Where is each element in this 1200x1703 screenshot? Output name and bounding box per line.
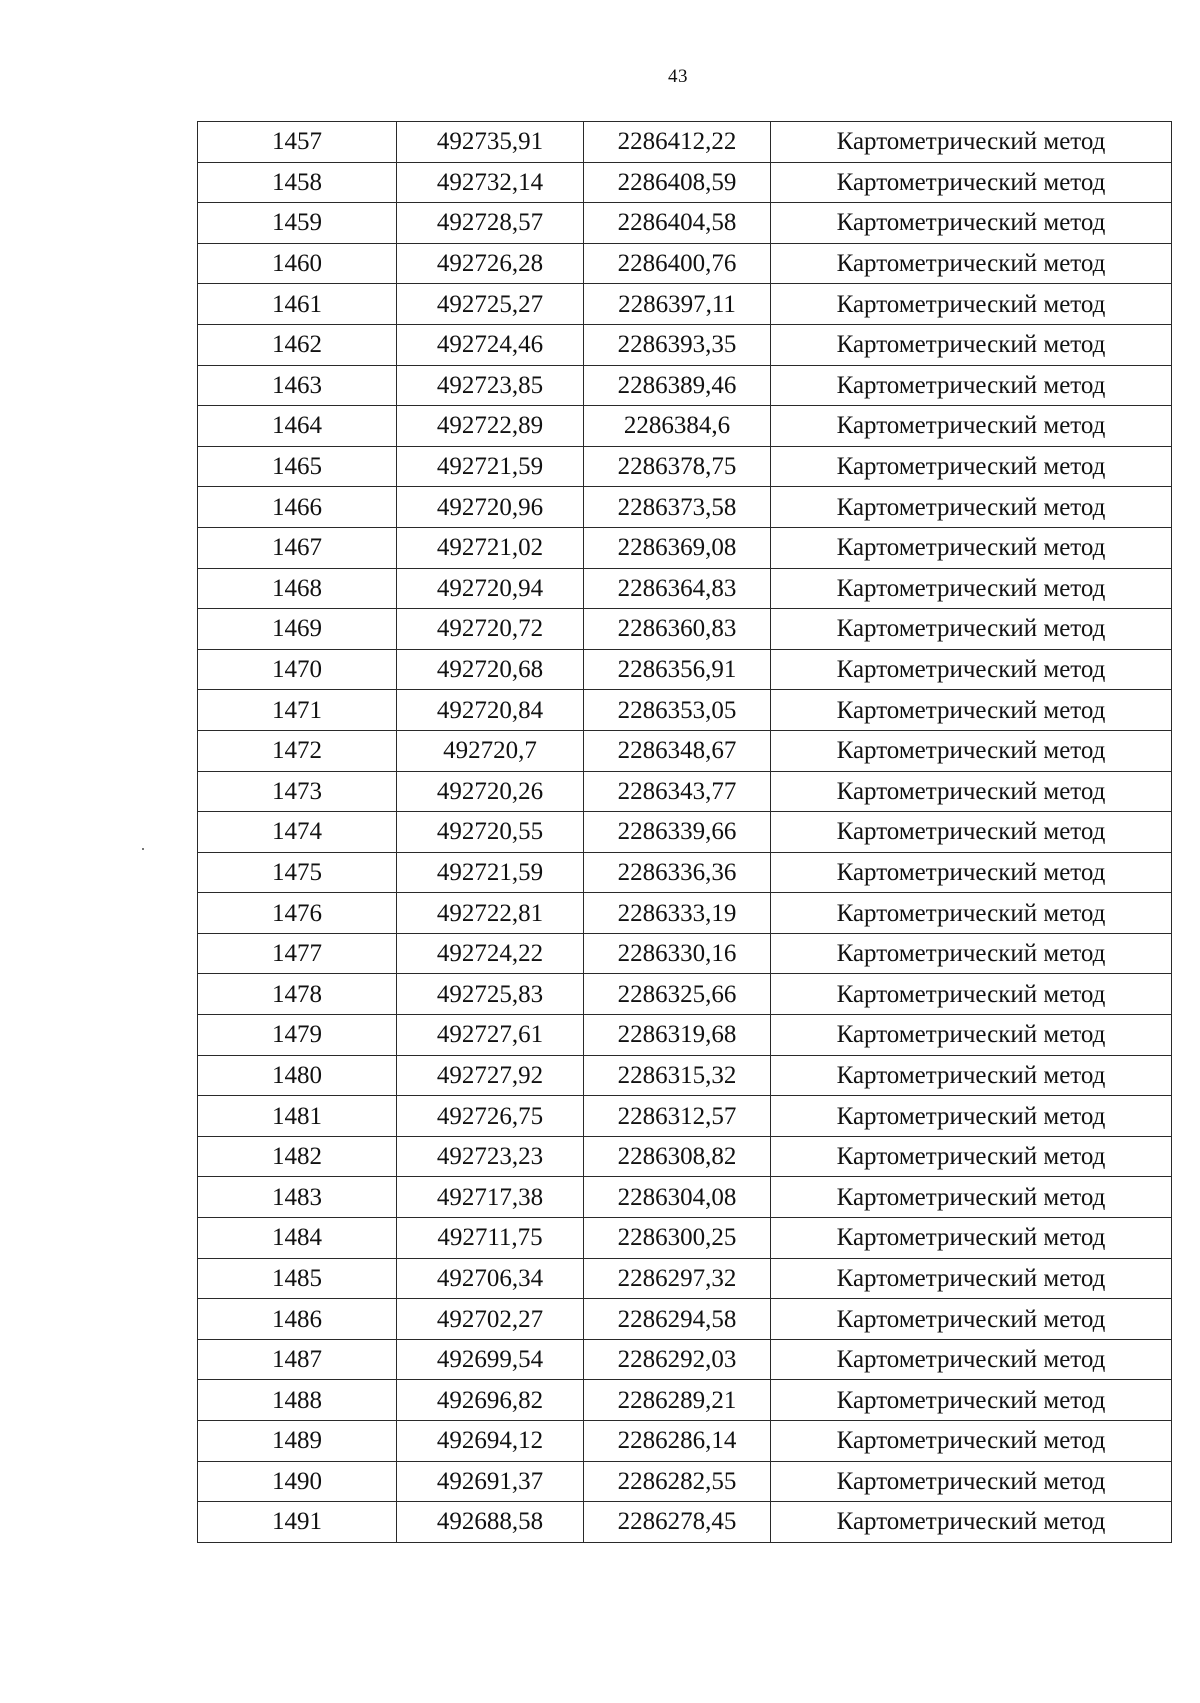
y-coordinate-cell: 2286339,66: [584, 812, 771, 853]
table-row: [198, 1177, 1172, 1218]
method-cell: Картометрический метод: [771, 487, 1172, 528]
method-cell: Картометрический метод: [771, 1502, 1172, 1543]
x-coordinate-cell: 492724,22: [397, 933, 584, 974]
x-coordinate-cell: 492720,72: [397, 609, 584, 650]
y-coordinate-cell: 2286286,14: [584, 1421, 771, 1462]
table-row: [198, 1421, 1172, 1462]
method-cell: Картометрический метод: [771, 1177, 1172, 1218]
x-coordinate-cell: 492726,75: [397, 1096, 584, 1137]
y-coordinate-cell: 2286364,83: [584, 568, 771, 609]
x-coordinate-cell: 492721,59: [397, 446, 584, 487]
method-cell: Картометрический метод: [771, 527, 1172, 568]
point-number-cell: 1477: [198, 933, 397, 974]
table-row: [198, 284, 1172, 325]
y-coordinate-cell: 2286336,36: [584, 852, 771, 893]
method-cell: Картометрический метод: [771, 1055, 1172, 1096]
x-coordinate-cell: 492735,91: [397, 122, 584, 163]
x-coordinate-cell: 492723,85: [397, 365, 584, 406]
method-cell: Картометрический метод: [771, 690, 1172, 731]
point-number-cell: 1460: [198, 243, 397, 284]
point-number-cell: 1469: [198, 609, 397, 650]
table-row: [198, 1015, 1172, 1056]
x-coordinate-cell: 492720,68: [397, 649, 584, 690]
y-coordinate-cell: 2286325,66: [584, 974, 771, 1015]
y-coordinate-cell: 2286412,22: [584, 122, 771, 163]
table-row: [198, 730, 1172, 771]
x-coordinate-cell: 492727,92: [397, 1055, 584, 1096]
x-coordinate-cell: 492727,61: [397, 1015, 584, 1056]
point-number-cell: 1490: [198, 1461, 397, 1502]
table-row: [198, 162, 1172, 203]
x-coordinate-cell: 492720,55: [397, 812, 584, 853]
y-coordinate-cell: 2286297,32: [584, 1258, 771, 1299]
y-coordinate-cell: 2286408,59: [584, 162, 771, 203]
point-number-cell: 1491: [198, 1502, 397, 1543]
x-coordinate-cell: 492732,14: [397, 162, 584, 203]
table-row: [198, 649, 1172, 690]
y-coordinate-cell: 2286278,45: [584, 1502, 771, 1543]
x-coordinate-cell: 492711,75: [397, 1218, 584, 1259]
y-coordinate-cell: 2286393,35: [584, 324, 771, 365]
point-number-cell: 1458: [198, 162, 397, 203]
x-coordinate-cell: 492702,27: [397, 1299, 584, 1340]
x-coordinate-cell: 492717,38: [397, 1177, 584, 1218]
x-coordinate-cell: 492706,34: [397, 1258, 584, 1299]
table-row: [198, 568, 1172, 609]
table-row: [198, 1218, 1172, 1259]
x-coordinate-cell: 492725,27: [397, 284, 584, 325]
point-number-cell: 1457: [198, 122, 397, 163]
table-row: [198, 1502, 1172, 1543]
point-number-cell: 1484: [198, 1218, 397, 1259]
method-cell: Картометрический метод: [771, 1461, 1172, 1502]
method-cell: Картометрический метод: [771, 1218, 1172, 1259]
scan-speck: [142, 848, 144, 850]
point-number-cell: 1473: [198, 771, 397, 812]
page-number: 43: [668, 66, 688, 87]
point-number-cell: 1461: [198, 284, 397, 325]
point-number-cell: 1488: [198, 1380, 397, 1421]
point-number-cell: 1470: [198, 649, 397, 690]
point-number-cell: 1479: [198, 1015, 397, 1056]
point-number-cell: 1472: [198, 730, 397, 771]
table-row: [198, 1096, 1172, 1137]
table-row: [198, 1136, 1172, 1177]
y-coordinate-cell: 2286400,76: [584, 243, 771, 284]
x-coordinate-cell: 492726,28: [397, 243, 584, 284]
table-row: [198, 1299, 1172, 1340]
x-coordinate-cell: 492720,26: [397, 771, 584, 812]
y-coordinate-cell: 2286315,32: [584, 1055, 771, 1096]
point-number-cell: 1465: [198, 446, 397, 487]
point-number-cell: 1464: [198, 406, 397, 447]
y-coordinate-cell: 2286397,11: [584, 284, 771, 325]
table-row: [198, 122, 1172, 163]
method-cell: Картометрический метод: [771, 122, 1172, 163]
y-coordinate-cell: 2286289,21: [584, 1380, 771, 1421]
y-coordinate-cell: 2286404,58: [584, 203, 771, 244]
table-row: [198, 609, 1172, 650]
table-row: [198, 243, 1172, 284]
method-cell: Картометрический метод: [771, 1258, 1172, 1299]
y-coordinate-cell: 2286330,16: [584, 933, 771, 974]
method-cell: Картометрический метод: [771, 568, 1172, 609]
method-cell: Картометрический метод: [771, 1015, 1172, 1056]
table-row: [198, 933, 1172, 974]
x-coordinate-cell: 492720,96: [397, 487, 584, 528]
point-number-cell: 1487: [198, 1339, 397, 1380]
point-number-cell: 1471: [198, 690, 397, 731]
x-coordinate-cell: 492723,23: [397, 1136, 584, 1177]
table-row: [198, 893, 1172, 934]
table-row: [198, 1380, 1172, 1421]
method-cell: Картометрический метод: [771, 771, 1172, 812]
method-cell: Картометрический метод: [771, 1380, 1172, 1421]
y-coordinate-cell: 2286292,03: [584, 1339, 771, 1380]
method-cell: Картометрический метод: [771, 324, 1172, 365]
method-cell: Картометрический метод: [771, 812, 1172, 853]
table-row: [198, 1258, 1172, 1299]
point-number-cell: 1486: [198, 1299, 397, 1340]
table-row: [198, 852, 1172, 893]
y-coordinate-cell: 2286300,25: [584, 1218, 771, 1259]
method-cell: Картометрический метод: [771, 609, 1172, 650]
method-cell: Картометрический метод: [771, 406, 1172, 447]
table-row: [198, 365, 1172, 406]
x-coordinate-cell: 492724,46: [397, 324, 584, 365]
table-row: [198, 1339, 1172, 1380]
point-number-cell: 1478: [198, 974, 397, 1015]
method-cell: Картометрический метод: [771, 730, 1172, 771]
point-number-cell: 1481: [198, 1096, 397, 1137]
table-row: [198, 446, 1172, 487]
point-number-cell: 1485: [198, 1258, 397, 1299]
x-coordinate-cell: 492722,81: [397, 893, 584, 934]
method-cell: Картометрический метод: [771, 1136, 1172, 1177]
table-row: [198, 812, 1172, 853]
x-coordinate-cell: 492696,82: [397, 1380, 584, 1421]
y-coordinate-cell: 2286304,08: [584, 1177, 771, 1218]
table-row: [198, 324, 1172, 365]
point-number-cell: 1480: [198, 1055, 397, 1096]
y-coordinate-cell: 2286356,91: [584, 649, 771, 690]
point-number-cell: 1483: [198, 1177, 397, 1218]
table-row: [198, 771, 1172, 812]
table-row: [198, 690, 1172, 731]
method-cell: Картометрический метод: [771, 852, 1172, 893]
table-row: [198, 406, 1172, 447]
y-coordinate-cell: 2286282,55: [584, 1461, 771, 1502]
method-cell: Картометрический метод: [771, 933, 1172, 974]
x-coordinate-cell: 492691,37: [397, 1461, 584, 1502]
x-coordinate-cell: 492720,94: [397, 568, 584, 609]
y-coordinate-cell: 2286389,46: [584, 365, 771, 406]
y-coordinate-cell: 2286348,67: [584, 730, 771, 771]
point-number-cell: 1466: [198, 487, 397, 528]
y-coordinate-cell: 2286360,83: [584, 609, 771, 650]
table-row: [198, 1055, 1172, 1096]
table-row: [198, 203, 1172, 244]
x-coordinate-cell: 492721,02: [397, 527, 584, 568]
coordinates-table: [197, 121, 1172, 1543]
table-row: [198, 487, 1172, 528]
x-coordinate-cell: 492694,12: [397, 1421, 584, 1462]
method-cell: Картометрический метод: [771, 1299, 1172, 1340]
point-number-cell: 1482: [198, 1136, 397, 1177]
point-number-cell: 1467: [198, 527, 397, 568]
y-coordinate-cell: 2286373,58: [584, 487, 771, 528]
table-row: [198, 1461, 1172, 1502]
y-coordinate-cell: 2286369,08: [584, 527, 771, 568]
y-coordinate-cell: 2286384,6: [584, 406, 771, 447]
x-coordinate-cell: 492699,54: [397, 1339, 584, 1380]
table-row: [198, 527, 1172, 568]
method-cell: Картометрический метод: [771, 243, 1172, 284]
table-body: [198, 122, 1172, 1543]
x-coordinate-cell: 492720,7: [397, 730, 584, 771]
y-coordinate-cell: 2286319,68: [584, 1015, 771, 1056]
method-cell: Картометрический метод: [771, 1339, 1172, 1380]
point-number-cell: 1489: [198, 1421, 397, 1462]
point-number-cell: 1468: [198, 568, 397, 609]
point-number-cell: 1459: [198, 203, 397, 244]
method-cell: Картометрический метод: [771, 365, 1172, 406]
x-coordinate-cell: 492722,89: [397, 406, 584, 447]
x-coordinate-cell: 492721,59: [397, 852, 584, 893]
y-coordinate-cell: 2286312,57: [584, 1096, 771, 1137]
y-coordinate-cell: 2286308,82: [584, 1136, 771, 1177]
y-coordinate-cell: 2286333,19: [584, 893, 771, 934]
method-cell: Картометрический метод: [771, 203, 1172, 244]
point-number-cell: 1462: [198, 324, 397, 365]
y-coordinate-cell: 2286378,75: [584, 446, 771, 487]
x-coordinate-cell: 492720,84: [397, 690, 584, 731]
method-cell: Картометрический метод: [771, 446, 1172, 487]
point-number-cell: 1474: [198, 812, 397, 853]
point-number-cell: 1475: [198, 852, 397, 893]
method-cell: Картометрический метод: [771, 974, 1172, 1015]
y-coordinate-cell: 2286343,77: [584, 771, 771, 812]
y-coordinate-cell: 2286353,05: [584, 690, 771, 731]
point-number-cell: 1463: [198, 365, 397, 406]
method-cell: Картометрический метод: [771, 284, 1172, 325]
x-coordinate-cell: 492688,58: [397, 1502, 584, 1543]
method-cell: Картометрический метод: [771, 1096, 1172, 1137]
point-number-cell: 1476: [198, 893, 397, 934]
y-coordinate-cell: 2286294,58: [584, 1299, 771, 1340]
x-coordinate-cell: 492725,83: [397, 974, 584, 1015]
method-cell: Картометрический метод: [771, 649, 1172, 690]
method-cell: Картометрический метод: [771, 162, 1172, 203]
method-cell: Картометрический метод: [771, 893, 1172, 934]
x-coordinate-cell: 492728,57: [397, 203, 584, 244]
table-row: [198, 974, 1172, 1015]
method-cell: Картометрический метод: [771, 1421, 1172, 1462]
